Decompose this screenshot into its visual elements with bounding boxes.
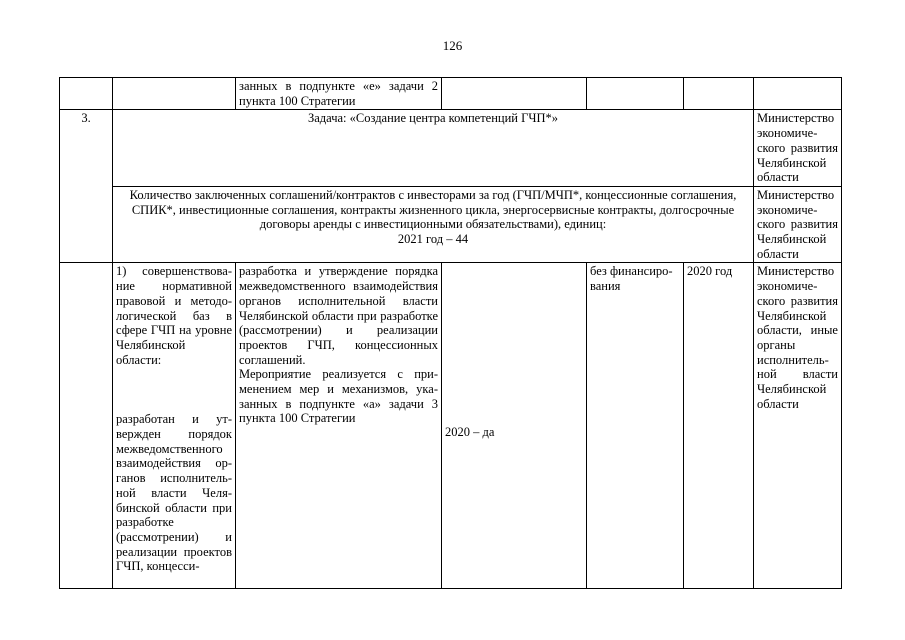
- cell-deadline: [684, 78, 754, 110]
- indicator-value: 2021 год – 44: [397, 232, 469, 247]
- measure-description: [236, 263, 442, 589]
- measure-indicator-value: 2020 – да: [445, 425, 495, 440]
- measure-result: [113, 263, 236, 589]
- measure-result-detail: разработан и утвержден порядок межведомственного взаимодействия органов исполнительной власти Челябинской области при разработке (рассмотрении) и реализации проектов ГЧП, концесси-: [116, 412, 232, 574]
- measure-deadline: 2020 год: [684, 263, 754, 589]
- table-row-task: [60, 110, 842, 187]
- measure-description-main: разработка и утверждение порядка межведомственного взаимодействия органов исполнительной власти Челябинской области при разработке (рассмотрении) и реализации проектов ГЧП, концессионных соглашений.: [239, 264, 438, 367]
- page-number: 126: [442, 38, 463, 53]
- cell-measure: занных в подпункте «е» задачи 2 пункта 100 Стратегии: [236, 78, 442, 110]
- measure-num: [60, 263, 113, 589]
- task-responsible: Министерство экономического развития Челябинской области: [754, 110, 842, 187]
- cell-responsible: [754, 78, 842, 110]
- table-row-measure: [60, 263, 842, 589]
- cell-indicator: [442, 78, 587, 110]
- task-number: 3.: [60, 110, 113, 263]
- plan-table: [59, 77, 842, 589]
- cell-num: [60, 78, 113, 110]
- indicator-cell: [113, 186, 754, 263]
- task-title: Задача: «Создание центра компетенций ГЧП*»: [113, 110, 754, 187]
- table-row-continuation: [60, 78, 842, 110]
- measure-description-note: Мероприятие реализуется с применением мер и механизмов, указанных в подпункте «а» задачи 3 пункта 100 Стратегии: [239, 367, 438, 426]
- measure-responsible: Министерство экономического развития Челябинской области, иные органы исполнительной власти Челябинской области: [754, 263, 842, 589]
- indicator-responsible: Министерство экономического развития Челябинской области: [754, 186, 842, 263]
- indicator-text: Количество заключенных соглашений/контрактов с инвесторами за год (ГЧП/МЧП*, концессионные соглашения, СПИК*, инвестиционные соглашения, контракты жизненного цикла, энергосервисные контракты, долгосрочные договоры аренды с инвестиционными обязательствами), единиц:: [129, 187, 737, 232]
- cell-financing: [587, 78, 684, 110]
- cell-result: [113, 78, 236, 110]
- measure-indicator: [442, 263, 587, 589]
- table-row-indicator: [60, 186, 842, 263]
- measure-result-intro: 1) совершенствование нормативной правовой и методологической баз в сфере ГЧП на уровне Челябинской области:: [116, 264, 232, 367]
- measure-financing: без финансирования: [587, 263, 684, 589]
